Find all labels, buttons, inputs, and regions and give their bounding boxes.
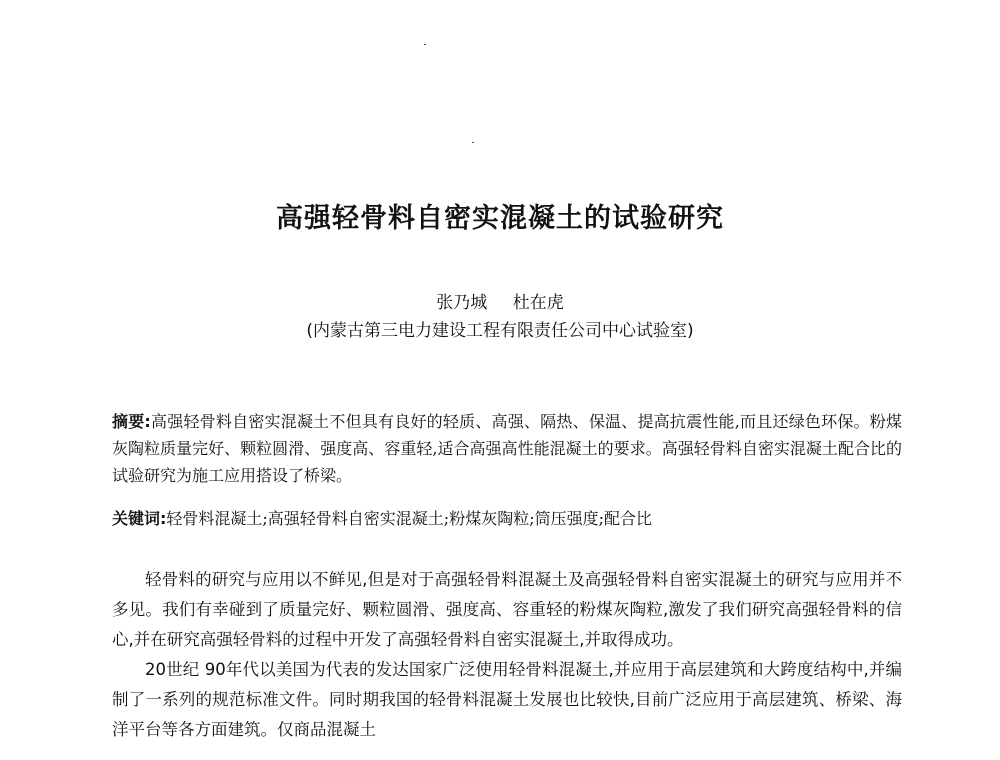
abstract-label: 摘要:: [112, 412, 151, 431]
abstract: [112, 408, 902, 489]
keywords-text: 轻骨料混凝土;高强轻骨料自密实混凝土;粉煤灰陶粒;筒压强度;配合比: [166, 509, 652, 528]
body-paragraph: 轻骨料的研究与应用以不鲜见,但是对于高强轻骨料混凝土及高强轻骨料自密实混凝土的研究与应用并不多见。我们有幸碰到了质量完好、颗粒圆滑、强度高、容重轻的粉煤灰陶粒,激发了我们研究高强轻骨料的信心,并在研究高强轻骨料的过程中开发了高强轻骨料自密实混凝土,并取得成功。: [112, 570, 902, 649]
author-name: 张乃城: [436, 293, 488, 313]
authors: [0, 288, 1000, 313]
author-name: 杜在虎: [512, 293, 564, 313]
paper-title: 高强轻骨料自密实混凝土的试验研究: [276, 203, 724, 234]
keywords: [112, 505, 902, 532]
body-text: [112, 565, 902, 745]
scan-speck: [472, 142, 474, 143]
body-paragraph: 20世纪 90年代以美国为代表的发达国家广泛使用轻骨料混凝土,并应用于高层建筑和大跨度结构中,并编制了一系列的规范标准文件。同时期我国的轻骨料混凝土发展也比较快,目前广泛应用于高层建筑、桥梁、海洋平台等各方面建筑。仅商品混凝土: [112, 660, 902, 739]
abstract-text: 高强轻骨料自密实混凝土不但具有良好的轻质、高强、隔热、保温、提高抗震性能,而且还绿色环保。粉煤灰陶粒质量完好、颗粒圆滑、强度高、容重轻,适合高强高性能混凝土的要求。高强轻骨料自密实混凝土配合比的试验研究为施工应用搭设了桥梁。: [112, 412, 902, 485]
keywords-label: 关键词:: [112, 509, 167, 528]
affiliation: (内蒙古第三电力建设工程有限责任公司中心试验室): [306, 321, 694, 341]
scan-speck: [424, 44, 426, 45]
